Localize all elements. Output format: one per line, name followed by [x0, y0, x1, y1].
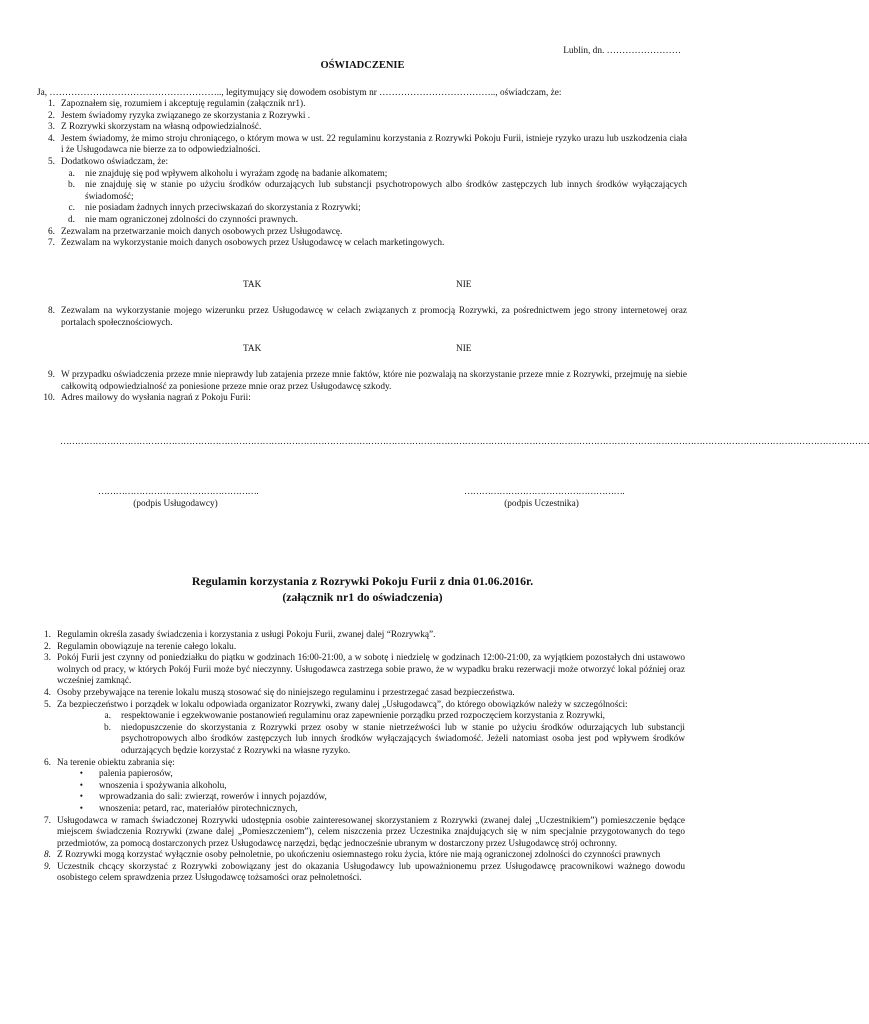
item-number: 6.	[48, 226, 55, 237]
bullet-item	[71, 769, 685, 781]
date-line: Lublin, dn. ……………………	[563, 46, 681, 56]
item-text: nie znajduję się w stanie po użyciu środków odurzających lub substancji psychotropowych albo środków zastępczych lub innych środków wyłączających świadomość;	[85, 180, 687, 202]
bullet-icon: •	[79, 792, 83, 803]
item-text: palenia papierosów,	[99, 769, 173, 780]
item-text: Zezwalam na wykorzystanie mojego wizerunku przez Usługodawcę w celach związanych z promocją Rozrywki, za pośrednictwem jego strony internetowej oraz portalach społecznościowych.	[61, 306, 687, 328]
item-text: Z Rozrywki skorzystam na własną odpowiedzialność.	[61, 122, 262, 133]
bullet-icon: •	[79, 803, 83, 814]
item-text: Regulamin obowiązuje na terenie całego lokalu.	[57, 641, 237, 652]
item-text: Regulamin określa zasady świadczenia i korzystania z usługi Pokoju Furii, zwanej dalej “Rozrywką”.	[57, 630, 436, 640]
sub-list-item	[97, 723, 685, 758]
item-text: Za bezpieczeństwo i porządek w lokalu odpowiada organizator Rozrywki, zwany dalej „Usługodawcą”, do którego obowiązków należy w szczególności:	[57, 699, 628, 710]
list-item	[37, 370, 687, 393]
item-number: 1.	[44, 630, 51, 640]
bullet-item	[71, 792, 685, 804]
item-text: wnoszenia: petard, rac, materiałów pirotechnicznych,	[99, 803, 298, 814]
item-text: wprowadzania do sali: zwierząt, rowerów i innych pojazdów,	[99, 792, 327, 803]
signature-caption: (podpis Usługodawcy)	[133, 498, 218, 509]
item-text: respektowanie i egzekwowanie postanowień regulaminu oraz zapewnienie porządku przed rozpoczęciem korzystania z Rozrywki,	[121, 711, 606, 722]
item-text: W przypadku oświadczenia przeze mnie nieprawdy lub zatajenia przeze mnie faktów, które nie pozwalają na skorzystanie przeze mnie z Rozrywki, przejmuję na siebie całkowitą odpowiedzialność za poniesione przeze mnie oraz przez Usługodawcę szkody.	[61, 370, 687, 392]
item-number: 4.	[44, 687, 51, 698]
item-number: 2.	[48, 110, 55, 121]
list-item	[37, 99, 687, 111]
sub-list-item	[61, 215, 687, 227]
bullet-item	[71, 804, 685, 816]
item-letter: b.	[104, 722, 111, 733]
list-item	[37, 157, 687, 227]
list-item	[33, 862, 685, 885]
sub-list	[57, 711, 685, 757]
signature-provider	[98, 487, 259, 510]
list-item	[37, 134, 687, 157]
sub-list-item	[61, 169, 687, 181]
bullet-item	[71, 781, 685, 793]
declaration-list-part1	[37, 99, 687, 250]
item-number: 3.	[44, 653, 51, 664]
item-text: nie posiadam żadnych innych przeciwskazań do skorzystania z Rozrywki;	[85, 203, 361, 214]
regulations-title	[0, 574, 725, 605]
item-text: Na terenie obiektu zabrania się:	[57, 757, 175, 768]
signature-line[interactable]: ……………………………………………….	[98, 487, 259, 497]
item-number: 3.	[48, 122, 55, 133]
list-item	[33, 700, 685, 758]
list-item	[37, 393, 687, 405]
item-number: 5.	[48, 156, 55, 167]
item-number: 10.	[43, 393, 55, 404]
list-item	[37, 227, 687, 239]
yes-option[interactable]: TAK	[243, 344, 262, 354]
item-letter: d.	[68, 214, 75, 225]
item-letter: b.	[68, 180, 75, 191]
bullet-list	[57, 769, 685, 815]
item-number: 8.	[44, 850, 51, 861]
item-text: Zezwalam na wykorzystanie moich danych osobowych przez Usługodawcę w celach marketingowych.	[61, 238, 445, 249]
no-option[interactable]: NIE	[456, 280, 472, 290]
item-letter: a.	[104, 711, 111, 722]
list-item	[33, 630, 685, 642]
item-number: 1.	[48, 99, 55, 109]
regulations-title-line: Regulamin korzystania z Rozrywki Pokoju Furii z dnia 01.06.2016r.	[191, 574, 534, 588]
item-number: 7.	[48, 238, 55, 249]
declaration-list-part2	[37, 306, 687, 329]
sub-list	[61, 169, 687, 227]
item-number: 4.	[48, 133, 55, 144]
regulations-list	[33, 630, 685, 885]
declaration-list-part3	[37, 370, 687, 405]
item-text: nie mam ograniczonej zdolności do czynności prawnych.	[85, 214, 298, 225]
bullet-icon: •	[79, 769, 83, 780]
list-item	[33, 653, 685, 688]
list-item	[37, 306, 687, 329]
item-number: 7.	[44, 815, 51, 826]
sub-list-item	[61, 180, 687, 203]
yes-option[interactable]: TAK	[243, 280, 262, 290]
list-item	[37, 122, 687, 134]
item-text: Jestem świadomy ryzyka związanego ze skorzystania z Rozrywki .	[61, 110, 311, 121]
sub-list-item	[97, 711, 685, 723]
sub-list-item	[61, 203, 687, 215]
item-text: Osoby przebywające na terenie lokalu muszą stosować się do niniejszego regulaminu i przestrzegać zasad bezpieczeństwa.	[57, 687, 515, 698]
signature-participant	[464, 487, 625, 510]
item-text: Zezwalam na przetwarzanie moich danych osobowych przez Usługodawcę.	[61, 226, 343, 237]
item-text: Pokój Furii jest czynny od poniedziałku do piątku w godzinach 16:00-21:00, a w sobotę i niedzielę w godzinach 12:00-21:00, za wyjątkiem pozostałych dni ustawowo wolnych od pracy, w których Pokój Furii może być nieczynny. Usługodawca zastrzega sobie prawo, że w wypadku braku rezerwacji może otworzyć lokal później oraz wcześniej zamknąć.	[57, 653, 685, 687]
list-item	[37, 238, 687, 250]
item-text: Jestem świadomy, że mimo stroju chroniącego, o którym mowa w ust. 22 regulaminu korzystania z Rozrywki Pokoju Furii, istnieje ryzyko urazu lub uszkodzenia ciała i że Usługodawca nie bierze za to odpowiedzialności.	[61, 133, 687, 156]
item-text: Z Rozrywki mogą korzystać wyłącznie osoby pełnoletnie, po ukończeniu osiemnastego roku życia, które nie mają ograniczonej zdolności do czynności prawnych	[57, 850, 661, 861]
item-number: 2.	[44, 641, 51, 652]
signature-line[interactable]: ……………………………………………….	[464, 487, 625, 497]
list-item	[33, 816, 685, 851]
item-text: nie znajduję się pod wpływem alkoholu i wyrażam zgodę na badanie alkomatem;	[85, 168, 388, 179]
item-number: 8.	[48, 306, 55, 316]
item-text: niedopuszczenie do skorzystania z Rozrywki przez osoby w stanie nietrzeźwości lub w stanie po użyciu środków odurzających lub substancji psychotropowych albo środków zastępczych lub innych środków wyłączających świadomość. Jeżeli natomiast osoba jest pod wpływem środków odurzających będzie korzystać z Rozrywki na własne ryzyko.	[121, 722, 685, 756]
item-text: Uczestnik chcący skorzystać z Rozrywki zobowiązany jest do okazania Usługodawcy lub upoważnionemu przez Usługodawcę pracownikowi ważnego dowodu osobistego celem sprawdzenia przez Usługodawcę tożsamości oraz pełnoletności.	[57, 861, 685, 884]
item-number: 9.	[44, 861, 51, 872]
list-item	[33, 850, 685, 862]
item-text: Adres mailowy do wysłania nagrań z Pokoju Furii:	[61, 393, 251, 404]
item-number: 5.	[44, 699, 51, 710]
list-item	[33, 758, 685, 816]
item-number: 6.	[44, 757, 51, 768]
item-text: Zapoznałem się, rozumiem i akceptuję regulamin (załącznik nr1).	[61, 99, 306, 109]
list-item	[37, 111, 687, 123]
email-address-field[interactable]: ……………………………………………………………………………………………………………………………………………………………………………………………………………………………………………………	[60, 437, 869, 447]
signature-caption: (podpis Uczestnika)	[504, 498, 579, 509]
list-item	[33, 688, 685, 700]
declaration-title: OŚWIADCZENIE	[320, 60, 405, 71]
declaration-intro: Ja, ……………………………………………….., legitymujący się dowodem osobistym nr ……………………………….., oświadczam, że:	[37, 88, 562, 98]
item-letter: a.	[68, 168, 75, 179]
list-item	[33, 642, 685, 654]
item-text: Usługodawca w ramach świadczonej Rozrywki udostępnia osobie zainteresowanej skorzystaniem z Rozrywki (zwanej dalej „Uczestnikiem”) pomieszczenie będące miejscem świadczenia Rozrywki (zwane dalej „Pomieszczeniem”), celem niszczenia przez Uczestnika znajdujących się w nim specjalnie przygotowanych do tego przedmiotów, za pomocą dostarczonych przez Usługodawcę narzędzi, będąc jednocześnie ubranym w dostarczony przez Usługodawcę strój ochronny.	[57, 815, 685, 849]
item-text: Dodatkowo oświadczam, że:	[61, 156, 169, 167]
no-option[interactable]: NIE	[456, 344, 472, 354]
regulations-subtitle: (załącznik nr1 do oświadczenia)	[282, 589, 443, 604]
item-letter: c.	[68, 203, 75, 214]
item-number: 9.	[48, 370, 55, 380]
item-text: wnoszenia i spożywania alkoholu,	[99, 780, 227, 791]
bullet-icon: •	[79, 780, 83, 791]
